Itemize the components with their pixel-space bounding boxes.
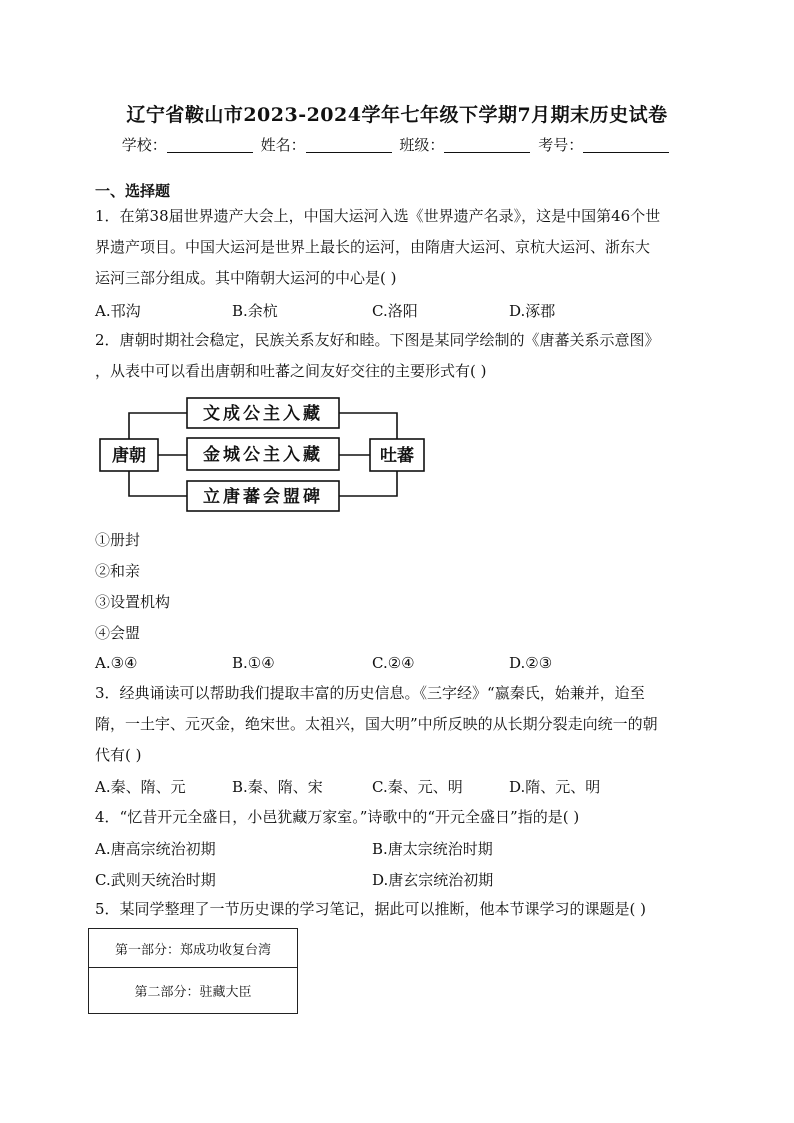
name-label: 姓名：	[260, 136, 306, 154]
diagram-connector	[129, 471, 187, 496]
class-blank[interactable]	[444, 137, 530, 153]
diagram-box-3-text: 立唐蕃会盟碑	[203, 487, 323, 507]
q5-line: 5．某同学整理了一节历史课的学习笔记，据此可以推断，他本节课学习的课题是( )	[95, 900, 647, 918]
q4-option-a[interactable]: A.唐高宗统治初期	[95, 840, 216, 858]
exam-title: 辽宁省鞍山市2023-2024学年七年级下学期7月期末历史试卷	[126, 104, 668, 126]
diagram-label-tang: 唐朝	[112, 446, 146, 466]
q4-option-d[interactable]: D.唐玄宗统治初期	[372, 871, 494, 889]
q1-option-b[interactable]: B.余杭	[232, 302, 278, 320]
q1-option-c[interactable]: C.洛阳	[372, 302, 418, 320]
q3-line: 代有( )	[95, 746, 142, 764]
diagram-connector	[339, 471, 397, 496]
tang-tubo-diagram	[98, 396, 428, 514]
q1-line: 运河三部分组成。其中隋朝大运河的中心是( )	[95, 269, 397, 287]
q2-item: ③设置机构	[95, 593, 171, 611]
notes-row: 第一部分：郑成功收复台湾	[114, 942, 271, 958]
school-blank[interactable]	[167, 137, 253, 153]
q1-option-d[interactable]: D.涿郡	[509, 302, 556, 320]
section-heading: 一、选择题	[95, 182, 171, 200]
q1-line: 1．在第38届世界遗产大会上，中国大运河入选《世界遗产名录》，这是中国第46个世	[95, 207, 661, 225]
q2-option-a[interactable]: A.③④	[95, 654, 138, 672]
diagram-connector	[339, 413, 397, 439]
q4-option-b[interactable]: B.唐太宗统治时期	[372, 840, 493, 858]
class-label: 班级：	[399, 136, 445, 154]
q4-option-c[interactable]: C.武则天统治时期	[95, 871, 216, 889]
notes-row: 第二部分：驻藏大臣	[89, 967, 297, 1013]
q1-option-a[interactable]: A.邗沟	[95, 302, 141, 320]
q2-option-b[interactable]: B.①④	[232, 654, 275, 672]
school-label: 学校：	[121, 136, 167, 154]
q2-item: ①册封	[95, 531, 141, 549]
q3-option-b[interactable]: B.秦、隋、宋	[232, 778, 323, 796]
q2-option-d[interactable]: D.②③	[509, 654, 553, 672]
q2-item: ②和亲	[95, 562, 141, 580]
q2-line: ，从表中可以看出唐朝和吐蕃之间友好交往的主要形式有( )	[95, 362, 487, 380]
q2-item: ④会盟	[95, 624, 141, 642]
q3-option-a[interactable]: A.秦、隋、元	[95, 778, 186, 796]
diagram-box-1-text: 文成公主入藏	[203, 404, 323, 424]
q3-option-c[interactable]: C.秦、元、明	[372, 778, 463, 796]
q2-line: 2．唐朝时期社会稳定，民族关系友好和睦。下图是某同学绘制的《唐蕃关系示意图》	[95, 331, 660, 349]
name-blank[interactable]	[306, 137, 392, 153]
q2-option-c[interactable]: C.②④	[372, 654, 415, 672]
exam-no-label: 考号：	[538, 136, 584, 154]
q1-line: 界遗产项目。中国大运河是世界上最长的运河，由隋唐大运河、京杭大运河、浙东大	[95, 238, 651, 256]
study-notes-table	[88, 928, 298, 1014]
diagram-label-tubo: 吐蕃	[380, 446, 414, 466]
q3-line: 3．经典诵读可以帮助我们提取丰富的历史信息。《三字经》“嬴秦氏，始兼并，迨至	[95, 684, 645, 702]
exam-no-blank[interactable]	[583, 137, 669, 153]
q3-option-d[interactable]: D.隋、元、明	[509, 778, 601, 796]
q3-line: 隋，一土宇、元灭金，绝宋世。太祖兴，国大明”中所反映的从长期分裂走向统一的朝	[95, 715, 658, 733]
diagram-connector	[129, 413, 187, 439]
diagram-box-2-text: 金城公主入藏	[203, 445, 323, 465]
student-info-line	[0, 134, 794, 155]
q4-line: 4．“忆昔开元全盛日，小邑犹藏万家室。”诗歌中的“开元全盛日”指的是( )	[95, 808, 580, 826]
